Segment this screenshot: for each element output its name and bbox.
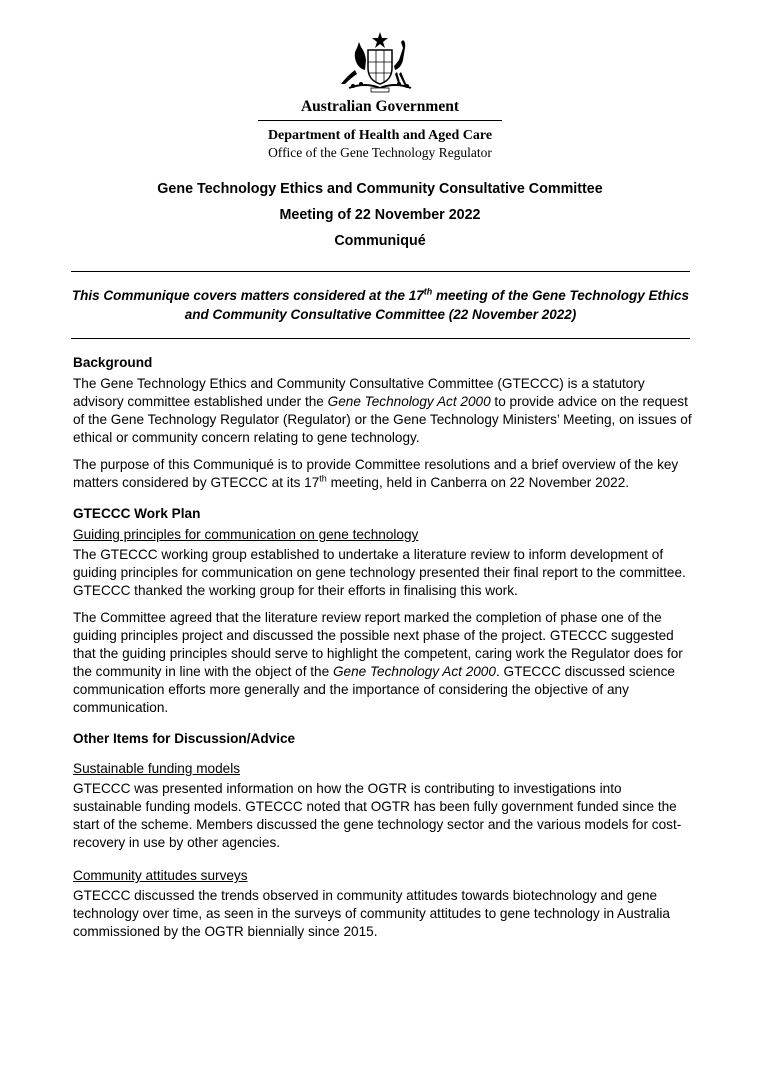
divider-top: [71, 271, 690, 272]
document-title: [0, 176, 760, 254]
section-heading-background: Background: [73, 355, 153, 370]
office-name: Office of the Gene Technology Regulator: [268, 145, 492, 160]
background-paragraph-2: The purpose of this Communiqué is to provide Committee resolutions and a brief overview of the key matters considered by GTECCC at its 17th meeting, held in Canberra on 22 November 2022.: [73, 457, 679, 490]
funding-paragraph: GTECCC was presented information on how the OGTR is contributing to investigations into sustainable funding models. GTECCC noted that OGTR has been fully government funded since the start of the scheme. Members discussed the gene technology sector and the various models for cost-recovery in use by other agencies.: [73, 781, 682, 850]
committee-title: Gene Technology Ethics and Community Consultative Committee: [157, 181, 603, 197]
meeting-date-title: Meeting of 22 November 2022: [279, 207, 481, 223]
letterhead: [0, 30, 760, 94]
background-paragraph-1: The Gene Technology Ethics and Community Consultative Committee (GTECCC) is a statutory advisory committee established under the Gene Technology Act 2000 to provide advice on the request of the Gene Technology Regulator (Regulator) or the Gene Technology Ministers’ Meeting, on issues of ethical or community concern relating to gene technology.: [73, 376, 692, 445]
section-heading-other-items: Other Items for Discussion/Advice: [73, 731, 296, 746]
summary-statement: This Communique covers matters considered at the 17th meeting of the Gene Technology Ethics and Community Consultative Committee (22 November 2022): [71, 286, 690, 322]
subheading-guiding-principles: Guiding principles for communication on gene technology: [73, 527, 419, 542]
subheading-sustainable-funding: Sustainable funding models: [73, 761, 241, 776]
attitudes-paragraph: GTECCC discussed the trends observed in community attitudes towards biotechnology and gene technology over time, as seen in the surveys of community attitudes to gene technology in Australia commissioned by the OGTR biennially since 2015.: [73, 888, 670, 939]
divider-bottom: [71, 338, 690, 339]
section-heading-workplan: GTECCC Work Plan: [73, 506, 201, 521]
workplan-paragraph-2: The Committee agreed that the literature review report marked the completion of phase one of the guiding principles project and discussed the possible next phase of the project. GTECCC suggested that the guiding principles should serve to highlight the competent, caring work the Regulator does for the community in line with the object of the Gene Technology Act 2000. GTECCC discussed science communication efforts more generally and the importance of considering the objective of any communication.: [73, 610, 683, 715]
communique-title: Communiqué: [334, 233, 426, 249]
government-name: Australian Government: [258, 98, 502, 121]
government-identity: [258, 98, 502, 161]
coat-of-arms-icon: [335, 30, 425, 94]
document-body: [73, 353, 693, 950]
subheading-community-attitudes: Community attitudes surveys: [73, 868, 248, 883]
department-name: Department of Health and Aged Care: [267, 128, 493, 143]
workplan-paragraph-1: The GTECCC working group established to undertake a literature review to inform development of guiding principles for communication on gene technology presented their final report to the committee. GTECCC thanked the working group for their efforts in finalising this work.: [73, 547, 686, 598]
